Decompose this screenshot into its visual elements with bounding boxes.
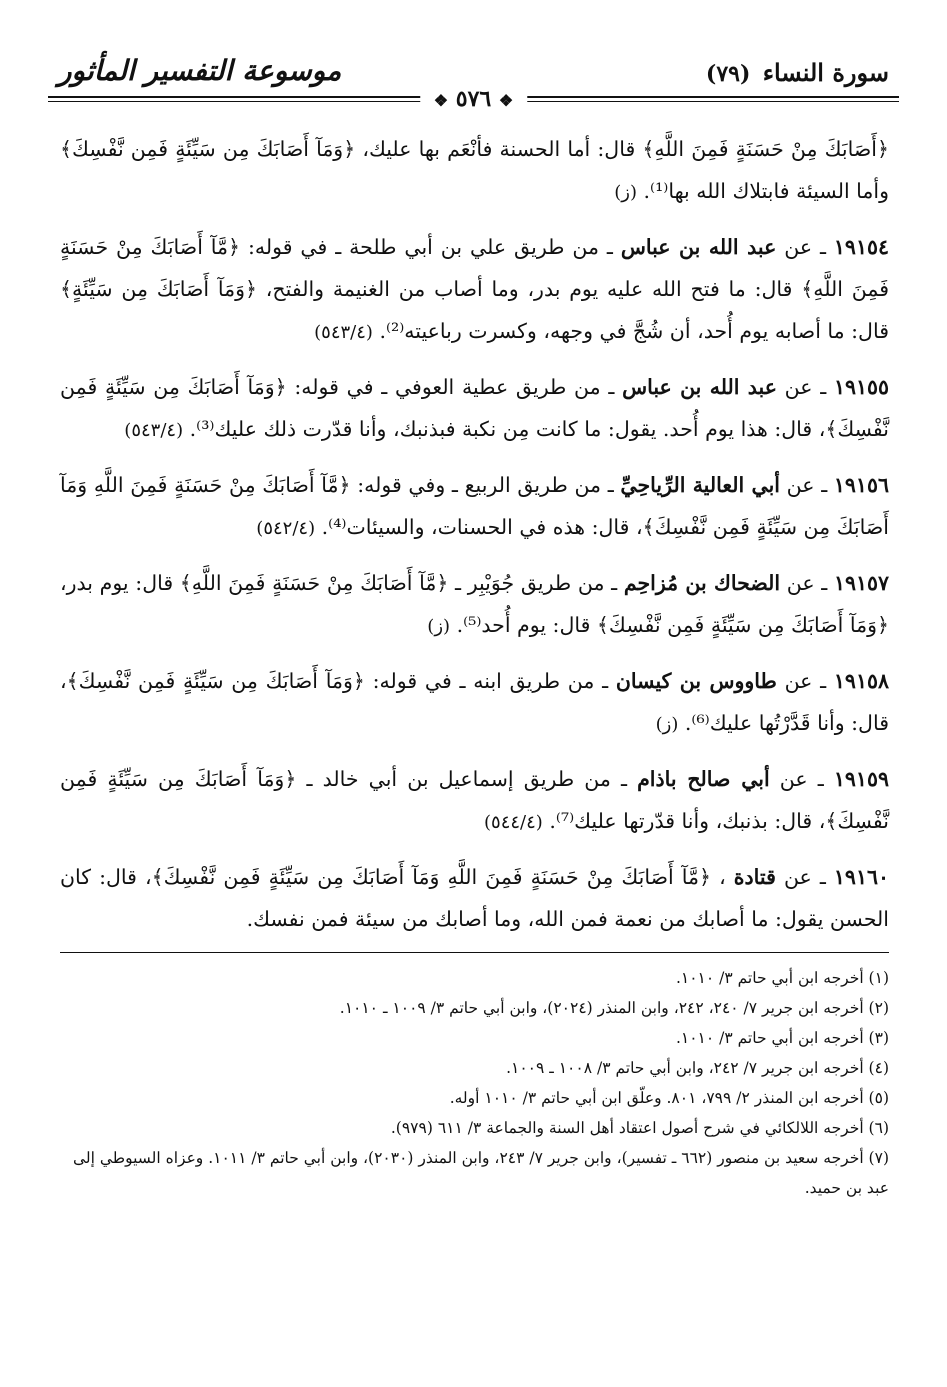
paragraph-text: ﴿أَصَابَكَ مِنْ حَسَنَةٍ فَمِنَ اللَّهِ﴾ قال: أما الحسنة فأنْعَم بها عليك، ﴿وَمَآ أَصَابَكَ مِن سَيِّئَةٍ فَمِن نَّفْسِكَ﴾ وأما السيئة فابتلاك الله بها⁽¹⁾. <box>60 137 889 203</box>
paragraph-reference: (ز) <box>614 182 637 203</box>
paragraph-reference: (٥٤٢/٤) <box>256 518 316 539</box>
paragraph-text: ـ من طريق جُوَيْبِر ـ ﴿مَّآ أَصَابَكَ مِنْ حَسَنَةٍ فَمِنَ اللَّهِ﴾ قال: يوم بدر، ﴿وَمَآ أَصَابَكَ مِن سَيِّئَةٍ فَمِن نَّفْسِكَ﴾ قال: يوم أُحد⁽⁵⁾. <box>60 571 889 637</box>
footnote: (٦) أخرجه اللالكائي في شرح أصول اعتقاد أهل السنة والجماعة ٣/ ٦١١ (٩٧٩). <box>390 1119 889 1137</box>
footnote: (٣) أخرجه ابن أبي حاتم ٣/ ١٠١٠. <box>675 1029 889 1047</box>
narration-number: ١٩١٥٦ <box>833 473 889 497</box>
paragraph: ١٩١٥٥ ـ عن عبد الله بن عباس ـ من طريق عطية العوفي ـ في قوله: ﴿وَمَآ أَصَابَكَ مِن سَيِّئَةٍ فَمِن نَّفْسِكَ﴾، قال: هذا يوم أُحد. يقول: ما كانت مِن نكبة فبذنبك، وأنا قدّرت ذلك عليك⁽³⁾. (٥٤٣/٤) <box>60 375 889 441</box>
paragraph-reference: (٥٤٤/٤) <box>484 812 543 833</box>
paragraph-text: ـ من طريق ابنه ـ في قوله: ﴿وَمَآ أَصَابَكَ مِن سَيِّئَةٍ فَمِن نَّفْسِكَ﴾، قال: وأنا قَدَّرْتُها عليك⁽⁶⁾. <box>60 669 889 735</box>
paragraph <box>60 128 889 214</box>
footnote: (٧) أخرجه سعيد بن منصور (٦٦٢ ـ تفسير)، وابن جرير ٧/ ٢٤٣، وابن المنذر (٢٠٣٠)، وابن أبي حاتم ٣/ ١٠١١. وعزاه السيوطي إلى عبد بن حميد. <box>72 1149 889 1197</box>
paragraph-text: ـ من طريق عطية العوفي ـ في قوله: ﴿وَمَآ أَصَابَكَ مِن سَيِّئَةٍ فَمِن نَّفْسِكَ﴾، قال: هذا يوم أُحد. يقول: ما كانت مِن نكبة فبذنبك، وأنا قدّرت ذلك عليك⁽³⁾. <box>60 375 889 441</box>
narrator-name: أبي العالية الرِّياحِيِّ <box>620 473 780 497</box>
paragraph: ١٩١٥٨ ـ عن طاووس بن كيسان ـ من طريق ابنه ـ في قوله: ﴿وَمَآ أَصَابَكَ مِن سَيِّئَةٍ فَمِن نَّفْسِكَ﴾، قال: وأنا قَدَّرْتُها عليك⁽⁶⁾. (ز) <box>60 669 889 735</box>
narration-number: ١٩١٥٧ <box>833 571 889 595</box>
narrator-name: طاووس بن كيسان <box>615 669 777 693</box>
narration-number: ١٩١٥٨ <box>833 669 889 693</box>
ornament-icon: ❖ <box>498 91 514 110</box>
paragraph: ١٩١٥٤ ـ عن عبد الله بن عباس ـ من طريق علي بن أبي طلحة ـ في قوله: ﴿مَّآ أَصَابَكَ مِنْ حَسَنَةٍ فَمِنَ اللَّهِ﴾ قال: ما فتح الله عليه يوم بدر، وما أصاب من الغنيمة والفتح، ﴿وَمَآ أَصَابَكَ مِن سَيِّئَةٍ﴾ قال: ما أصابه يوم أُحد، أن شُجَّ في وجهه، وكسرت رباعيته⁽²⁾. (٥٤٣/٤) <box>60 235 889 343</box>
paragraph: ١٩١٦٠ ـ عن قتادة ، ﴿مَّآ أَصَابَكَ مِنْ حَسَنَةٍ فَمِنَ اللَّهِ وَمَآ أَصَابَكَ مِن سَيِّئَةٍ فَمِن نَّفْسِكَ﴾، قال: كان الحسن يقول: ما أصابك من نعمة فمن الله، وما أصابك من سيئة فمن نفسك. <box>60 865 889 931</box>
paragraph-reference: (ز) <box>655 714 679 735</box>
footnote: (٥) أخرجه ابن المنذر ٢/ ٧٩٩، ٨٠١. وعلّق ابن أبي حاتم ٣/ ١٠١٠ أوله. <box>449 1089 889 1107</box>
narration-number: ١٩١٥٩ <box>833 767 889 791</box>
page-number-box <box>420 86 527 112</box>
paragraph-reference: (٥٤٣/٤) <box>124 420 184 441</box>
paragraph-reference: (ز) <box>427 616 451 637</box>
paragraph-list <box>60 128 889 940</box>
footnote: (٤) أخرجه ابن جرير ٧/ ٢٤٢، وابن أبي حاتم ٣/ ١٠٠٨ ـ ١٠٠٩. <box>506 1059 889 1077</box>
verse-reference: (٧٩) <box>705 61 751 87</box>
footnotes <box>60 963 889 1203</box>
paragraph-text: ـ من طريق الربيع ـ وفي قوله: ﴿مَّآ أَصَابَكَ مِنْ حَسَنَةٍ فَمِنَ اللَّهِ وَمَآ أَصَابَكَ مِن سَيِّئَةٍ فَمِن نَّفْسِكَ﴾، قال: هذه في الحسنات، والسيئات⁽⁴⁾. <box>60 473 889 539</box>
paragraph-reference: (٥٤٣/٤) <box>314 322 373 343</box>
footnote: (١) أخرجه ابن أبي حاتم ٣/ ١٠١٠. <box>675 969 889 987</box>
surah-title: سورة النساء <box>762 58 889 87</box>
page-number: ٥٧٦ <box>455 86 492 112</box>
paragraph-text: ـ من طريق إسماعيل بن أبي خالد ـ ﴿وَمَآ أَصَابَكَ مِن سَيِّئَةٍ فَمِن نَّفْسِكَ﴾، قال: بذنبك، وأنا قدّرتها عليك⁽⁷⁾. <box>60 767 889 833</box>
paragraph: ١٩١٥٩ ـ عن أبي صالح باذام ـ من طريق إسماعيل بن أبي خالد ـ ﴿وَمَآ أَصَابَكَ مِن سَيِّئَةٍ فَمِن نَّفْسِكَ﴾، قال: بذنبك، وأنا قدّرتها عليك⁽⁷⁾. (٥٤٤/٤) <box>60 767 889 833</box>
paragraph: ١٩١٥٧ ـ عن الضحاك بن مُزاحِم ـ من طريق جُوَيْبِر ـ ﴿مَّآ أَصَابَكَ مِنْ حَسَنَةٍ فَمِنَ اللَّهِ﴾ قال: يوم بدر، ﴿وَمَآ أَصَابَكَ مِن سَيِّئَةٍ فَمِن نَّفْسِكَ﴾ قال: يوم أُحد⁽⁵⁾. (ز) <box>60 571 889 637</box>
narration-number: ١٩١٥٥ <box>833 375 889 399</box>
narrator-name: الضحاك بن مُزاحِم <box>623 571 781 595</box>
narrator-name: أبي صالح باذام <box>637 767 770 791</box>
paragraph-text: ، ﴿مَّآ أَصَابَكَ مِنْ حَسَنَةٍ فَمِنَ اللَّهِ وَمَآ أَصَابَكَ مِن سَيِّئَةٍ فَمِن نَّفْسِكَ﴾، قال: كان الحسن يقول: ما أصابك من نعمة فمن الله، وما أصابك من سيئة فمن نفسك. <box>60 865 889 931</box>
narration-number: ١٩١٦٠ <box>833 865 889 889</box>
footnote-separator <box>60 952 889 953</box>
main-content <box>60 128 889 1203</box>
surah-heading <box>706 58 889 87</box>
narrator-name: عبد الله بن عباس <box>620 235 777 259</box>
footnote: (٢) أخرجه ابن جرير ٧/ ٢٤٠، ٢٤٢، وابن المنذر (٢٠٢٤)، وابن أبي حاتم ٣/ ١٠٠٩ ـ ١٠١٠. <box>339 999 889 1017</box>
narrator-name: قتادة <box>733 865 776 889</box>
ornament-icon: ❖ <box>433 91 449 110</box>
page-header <box>48 46 899 116</box>
paragraph: ١٩١٥٦ ـ عن أبي العالية الرِّياحِيِّ ـ من طريق الربيع ـ وفي قوله: ﴿مَّآ أَصَابَكَ مِنْ حَسَنَةٍ فَمِنَ اللَّهِ وَمَآ أَصَابَكَ مِن سَيِّئَةٍ فَمِن نَّفْسِكَ﴾، قال: هذه في الحسنات، والسيئات⁽⁴⁾. (٥٤٢/٤) <box>60 473 889 539</box>
narrator-name: عبد الله بن عباس <box>622 375 777 399</box>
paragraph-text: ـ من طريق علي بن أبي طلحة ـ في قوله: ﴿مَّآ أَصَابَكَ مِنْ حَسَنَةٍ فَمِنَ اللَّهِ﴾ قال: ما فتح الله عليه يوم بدر، وما أصاب من الغنيمة والفتح، ﴿وَمَآ أَصَابَكَ مِن سَيِّئَةٍ﴾ قال: ما أصابه يوم أُحد، أن شُجَّ في وجهه، وكسرت رباعيته⁽²⁾. <box>60 235 889 343</box>
narration-number: ١٩١٥٤ <box>833 235 889 259</box>
book-title: موسوعة التفسير المأثور <box>58 54 342 87</box>
